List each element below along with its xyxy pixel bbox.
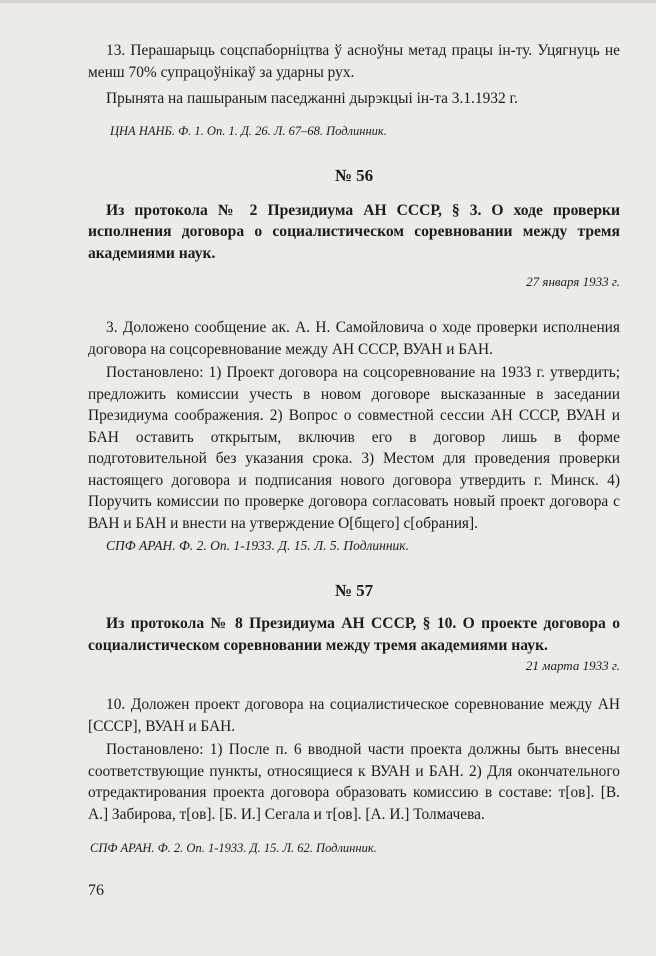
document-number-56: № 56 — [334, 165, 374, 185]
page-number: 76 — [88, 882, 104, 899]
adoption-note: Прынята на пашыраным паседжанні дырэкцыі ін-та 3.1.1932 г. — [106, 90, 518, 107]
document-heading-57: Из протокола № 8 Президиума АН СССР, § 10. О проекте договора о социалистическом соревновании между тремя академиями наук. — [88, 615, 620, 654]
resolution-57: Постановлено: 1) После п. 6 вводной части проекта должны быть внесены соответствующие пункты, относящиеся к ВУАН и БАН. 2) Для окончательного отредактирования проекта договора образовать комиссию в составе: т[ов]. [В. А.] Забирова, т[ов]. [Б. И.] Сегала и т[ов]. [А. И.] Толмачева. — [88, 741, 620, 823]
paragraph-3: 3. Доложено сообщение ак. А. Н. Самойловича о ходе проверки исполнения договора на соцсоревнование между АН СССР, ВУАН и БАН. — [88, 319, 620, 358]
document-heading-56: Из протокола № 2 Президиума АН СССР, § 3. О ходе проверки исполнения договора о социалистическом соревновании между тремя академиями наук. — [88, 201, 620, 262]
document-number-57: № 57 — [334, 581, 374, 600]
archive-source: ЦНА НАНБ. Ф. 1. Оп. 1. Д. 26. Л. 67–68. Подлинник. — [110, 123, 387, 138]
document-date-57: 21 марта 1933 г. — [525, 658, 620, 673]
archive-source: СПФ АРАН. Ф. 2. Оп. 1-1933. Д. 15. Л. 5. Подлинник. — [106, 538, 409, 553]
document-date-56: 27 января 1933 г. — [526, 274, 620, 289]
paragraph-13: 13. Перашарыць соцспаборніцтва ў асноўны метад працы ін-ту. Уцягнуць не менш 70% супрацоўнікаў за ударны рух. — [88, 42, 620, 81]
archive-source: СПФ АРАН. Ф. 2. Оп. 1-1933. Д. 15. Л. 62. Подлинник. — [90, 841, 377, 855]
resolution-56: Постановлено: 1) Проект договора на соцсоревнование на 1933 г. утвердить; предложить комиссии учесть в новом договоре высказанные в заседании Президиума соображения. 2) Вопрос о совместной сессии АН СССР, ВУАН и БАН оставить открытым, включив его в договор лишь в форме подготовительной без указания срока. 3) Местом для проведения проверки настоящего договора и подписания нового договора утвердить г. Минск. 4) Поручить комиссии по проверке договора согласовать новый проект договора с ВАН и БАН и внести на утверждение О[бщего] с[обрания]. — [88, 364, 620, 532]
page-top-edge — [0, 0, 656, 3]
paragraph-10: 10. Доложен проект договора на социалистическое соревнование между АН [СССР], ВУАН и БАН. — [88, 696, 620, 735]
